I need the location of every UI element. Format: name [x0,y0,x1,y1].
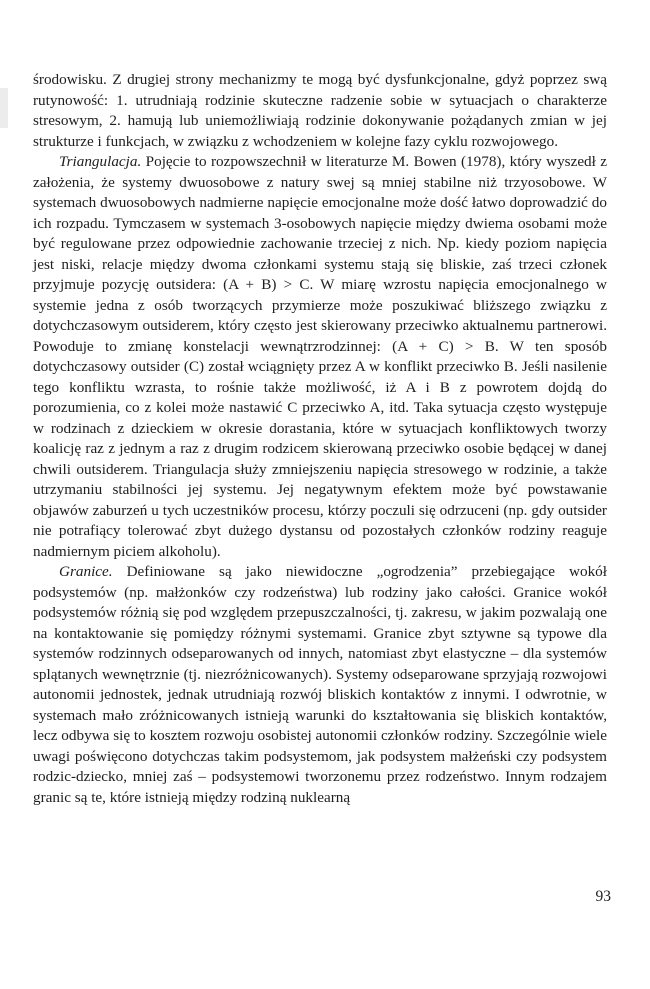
paragraph-granice [33,562,607,808]
paragraph-body: Pojęcie to rozpowszechnił w literaturze M. Bowen (1978), który wyszedł z założenia, że systemy dwuosobowe z natury swej są mniej stabilne niż trzyosobowe. W systemach dwuosobowych nadmierne napięcie emocjonalne może dość łatwo doprowadzić do ich rozpadu. Tymczasem w systemach 3-osobowych napięcie między dwiema osobami może być regulowane przez odpowiednie zachowanie trzeciej z nich. Np. kiedy poziom napięcia jest niski, relacje między dwoma członkami systemu stają się bliskie, zaś trzeci członek przyjmuje pozycję outsidera: (A + B) > C. W miarę wzrostu napięcia emocjonalnego w systemie jedna z osób tworzących przymierze może poszukiwać bliższego związku z dotychczasowym outsiderem, który często jest skierowany przeciwko aktualnemu partnerowi. Powoduje to zmianę konstelacji wewnątrzrodzinnej: (A + C) > B. W ten sposób dotychczasowy outsider (C) został wciągnięty przez A w konflikt przeciwko B. Jeśli nasilenie tego konfliktu wzrasta, to rośnie także możliwość, iż A i B z powrotem dojdą do porozumienia, co z kolei może nastawić C przeciwko A, itd. Taka sytuacja często występuje w rodzinach z dzieckiem w okresie dorastania, które w sytuacjach konfliktowych tworzy koalicję raz z jednym a raz z drugim rodzicem skierowaną przeciwko osobie będącej w danej chwili outsiderem. Triangulacja służy zmniejszeniu napięcia stresowego w rodzinie, a także utrzymaniu stabilności jej systemu. Jej negatywnym efektem może być powstawanie objawów zaburzeń u tych uczestników procesu, którzy poczuli się odrzuceni (np. gdy outsider nie potrafiący tolerować zbyt dużego dystansu od pozostałych członków rodziny reaguje nadmiernym piciem alkoholu). [33,153,607,560]
paragraph-term: Triangulacja. [59,153,142,170]
paragraph-triangulacja [33,152,607,562]
paragraph-body: Definiowane są jako niewidoczne „ogrodzenia” przebiegające wokół podsystemów (np. małżonków czy rodzeństwa) lub rodziny jako całości. Granice wokół podsystemów różnią się pod względem przepuszczalności, tj. zakresu, w jakim pozwalają one na kontaktowanie się pomiędzy różnymi systemami. Granice zbyt sztywne są typowe dla systemów rodzinnych odseparowanych od innych, natomiast zbyt elastyczne – dla systemów splątanych wewnętrznie (tj. niezróżnicowanych). Systemy odseparowane sprzyjają rozwojowi autonomii jednostek, jednak utrudniają rozwój bliskich kontaktów z innymi. I odwrotnie, w systemach mało zróżnicowanych istnieją warunki do kształtowania się bliskich kontaktów, lecz odbywa się to kosztem rozwoju osobistej autonomii członków rodziny. Szczególnie wiele uwagi poświęcono dotychczas takim podsystemom, jak podsystem małżeński czy podsystem rodzic-dziecko, mniej zaś – podsystemowi tworzonemu przez rodzeństwo. Innym rodzajem granic są te, które istnieją między rodziną nuklearną [33,563,607,806]
paragraph-term: Granice. [59,563,113,580]
scan-edge-mark [0,88,8,128]
book-page-text [33,70,607,808]
paragraph-continuation [33,70,607,152]
paragraph-body: środowisku. Z drugiej strony mechanizmy te mogą być dysfunkcjonalne, gdyż poprzez swą rutynowość: 1. utrudniają rodzinie skuteczne radzenie sobie w sytuacjach o charakterze stresowym, 2. hamują lub uniemożliwiają rodzinie dokonywanie pożądanych zmian w jej strukturze i funkcjach, w związku z wchodzeniem w kolejne fazy cyklu rozwojowego. [33,71,607,150]
page-number: 93 [595,888,611,905]
